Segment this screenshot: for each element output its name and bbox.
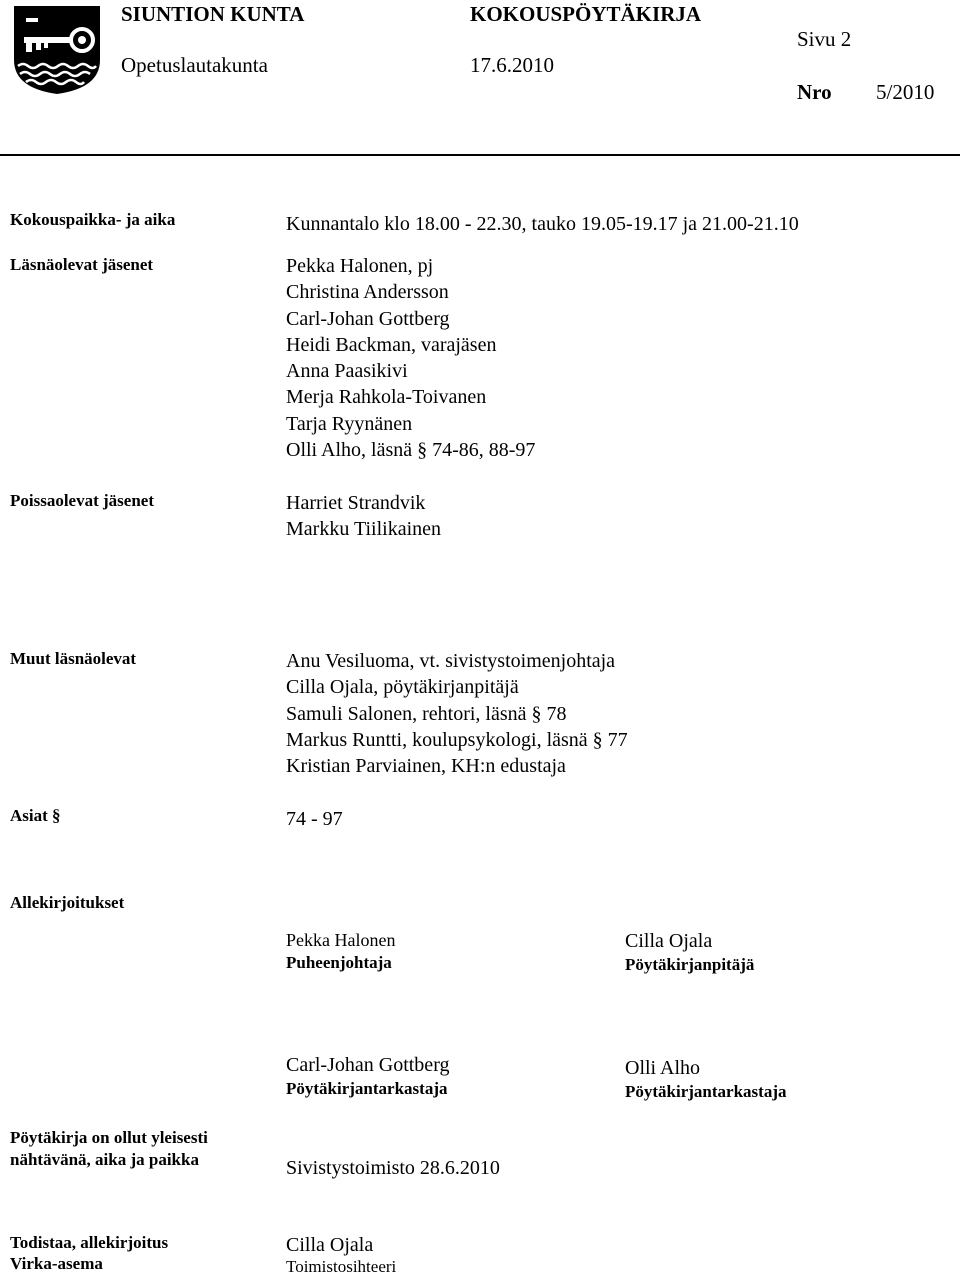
chair-name: Pekka Halonen (286, 930, 396, 950)
list-item: Harriet Strandvik (286, 492, 426, 514)
attestation-title: Toimistosihteeri (286, 1257, 397, 1276)
list-item: Kristian Parviainen, KH:n edustaja (286, 755, 566, 778)
meeting-date: 17.6.2010 (470, 53, 554, 77)
attestation-label-line1: Todistaa, allekirjoitus (10, 1233, 169, 1252)
public-display-label-line2: nähtävänä, aika ja paikka (10, 1150, 199, 1169)
checker1-role: Pöytäkirjantarkastaja (286, 1079, 448, 1098)
attestation-label-line2: Virka-asema (10, 1254, 103, 1273)
checker2-name: Olli Alho (625, 1057, 701, 1079)
list-item: Anu Vesiluoma, vt. sivistystoimenjohtaja (286, 650, 616, 672)
board-name: Opetuslautakunta (121, 53, 268, 77)
list-item: Carl-Johan Gottberg (286, 307, 450, 330)
header-divider (0, 154, 960, 156)
present-list (286, 253, 535, 463)
signatures-label: Allekirjoitukset (10, 893, 125, 912)
list-item: Christina Andersson (286, 281, 449, 304)
place-label: Kokouspaikka- ja aika (10, 210, 176, 229)
list-item: Tarja Ryynänen (286, 412, 413, 435)
organization-name: SIUNTION KUNTA (121, 2, 305, 26)
list-item: Merja Rahkola-Toivanen (286, 386, 487, 409)
secretary-name: Cilla Ojala (625, 930, 713, 952)
list-item: Samuli Salonen, rehtori, läsnä § 78 (286, 702, 567, 725)
absent-label: Poissaolevat jäsenet (10, 491, 155, 510)
chair-role: Puheenjohtaja (286, 953, 392, 972)
document-type: KOKOUSPÖYTÄKIRJA (470, 2, 702, 26)
attestation-name: Cilla Ojala (286, 1234, 374, 1256)
absent-list (286, 490, 441, 543)
list-item: Anna Paasikivi (286, 360, 408, 383)
list-item: Olli Alho, läsnä § 74-86, 88-97 (286, 439, 536, 462)
place-value: Kunnantalo klo 18.00 - 22.30, tauko 19.05-19.17 ja 21.00-21.10 (286, 213, 799, 235)
page-number: Sivu 2 (797, 27, 852, 51)
municipal-coat-of-arms-icon (12, 4, 102, 101)
others-label: Muut läsnäolevat (10, 649, 137, 668)
list-item: Heidi Backman, varajäsen (286, 333, 497, 356)
checker2-role: Pöytäkirjantarkastaja (625, 1082, 787, 1101)
list-item: Markus Runtti, koulupsykologi, läsnä § 77 (286, 728, 628, 751)
present-label: Läsnäolevat jäsenet (10, 255, 154, 274)
items-label: Asiat § (10, 806, 61, 825)
list-item: Markku Tiilikainen (286, 518, 442, 541)
items-value: 74 - 97 (286, 808, 343, 830)
list-item: Cilla Ojala, pöytäkirjanpitäjä (286, 676, 519, 699)
public-display-label-line1: Pöytäkirja on ollut yleisesti (10, 1128, 208, 1147)
secretary-role: Pöytäkirjanpitäjä (625, 955, 755, 974)
others-list (286, 648, 628, 779)
public-display-value: Sivistystoimisto 28.6.2010 (286, 1157, 500, 1179)
nro-value: 5/2010 (876, 80, 935, 104)
nro-label: Nro (797, 80, 832, 104)
list-item: Pekka Halonen, pj (286, 255, 434, 277)
checker1-name: Carl-Johan Gottberg (286, 1054, 450, 1076)
